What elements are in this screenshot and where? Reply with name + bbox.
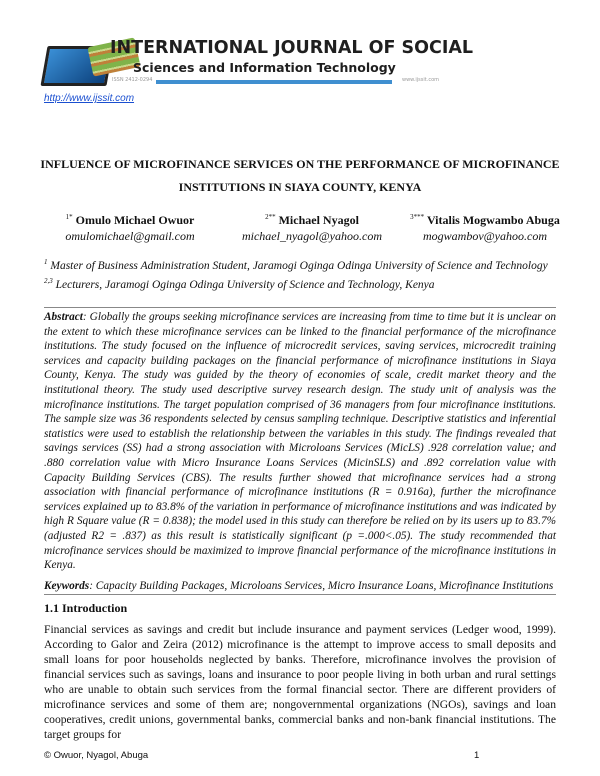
affiliation-1 bbox=[44, 255, 548, 274]
author-name: Michael Nyagol bbox=[278, 213, 359, 227]
logo-website: www.ijssit.com bbox=[402, 77, 440, 83]
abstract bbox=[44, 310, 556, 573]
footer-authors: © Owuor, Nyagol, Abuga bbox=[44, 749, 149, 761]
page-footer bbox=[44, 750, 556, 768]
keywords-label: Keywords bbox=[44, 579, 90, 592]
affiliation-sup: 2,3 bbox=[44, 276, 53, 285]
author-sup: 2** bbox=[265, 213, 276, 221]
journal-name-line1: INTERNATIONAL JOURNAL OF SOCIAL bbox=[110, 38, 474, 58]
affiliation-text: Lecturers, Jaramogi Oginga Odinga University of Science and Technology, Kenya bbox=[55, 278, 435, 291]
abstract-text: : Globally the groups seeking microfinance services are increasing from time to time but it is unclear on the extent to which these microfinance services can be linked to the financial performance of the microfinance institutions. The study focused on the influence of microcredit services, saving services, microcredit training services and capacity building packages on the financial performance of microfinance institutions in Siaya County, Kenya. The study was guided by the theory of economies of scale, credit market theory and the institutional theory. The study used descriptive survey research design. The study unit of analysis was the microfinance institutions. The target population comprised of 36 managers from four microfinance institutions. The sample size was 36 respondents selected by census sampling technique. Descriptive statistics and inferential statistics were used to establish the relationship between the variables in this study. The findings revealed that savings services (SS) had a strong association with Microloans Services (MicLS) .928 correlation value; and .880 correlation value with Micro Insurance Loans Services (MicinSLS) and .892 correlation value with Capacity Building Services (CBS). The results further showed that microfinance services had a strong association with financial performance of microfinance institutions (R = 0.916a), further the microfinance services explained up to 83.8% of the variation in performance of microfinance institutions and was indicated by high R Square value (R = 0.838); the model used in this study can therefore be relied on by its users up to 83.7% (adjusted R2 = .837) as this result is statistically significant (p =.000<.05). The study recommended that microfinance services should be maximized to improve financial performance of the microfinance institutions in Kenya. bbox=[44, 311, 556, 572]
affiliation-sup: 1 bbox=[44, 258, 48, 266]
paper-title: INFLUENCE OF MICROFINANCE SERVICES ON THE PERFORMANCE OF MICROFINANCE INSTITUTIONS IN SIAYA COUNTY, KENYA bbox=[40, 157, 560, 194]
divider bbox=[44, 307, 556, 308]
journal-logo bbox=[40, 38, 474, 88]
section-body: Financial services as savings and credit but include insurance and payment services (Ledger wood, 1999). According to Galor and Zeira (2012) microfinance is the attempt to improve access to small deposits and small loans for poor households neglected by banks. Therefore, microfinance involves the provision of financial services such as savings, loans and insurance to poor people living in both urban and rural settings who are unable to obtain such services from the formal financial sector. There are different providers of microfinance services and some of them are; nongovernmental organizations (NGOs), savings and loan cooperatives, credit unions, governmental banks, commercial banks and non-bank financial institutions. The target groups for bbox=[44, 622, 556, 741]
body-flow bbox=[44, 307, 556, 768]
affiliation-2 bbox=[44, 274, 548, 293]
issn: ISSN 2412-0294 bbox=[112, 77, 153, 83]
author-3 bbox=[380, 213, 590, 244]
journal-name-line2: Sciences and Information Technology bbox=[133, 60, 396, 75]
author-email: omulomichael@gmail.com bbox=[65, 229, 195, 243]
abstract-label: Abstract bbox=[44, 311, 83, 323]
author-email: michael_nyagol@yahoo.com bbox=[241, 229, 382, 243]
logo-bar bbox=[156, 80, 392, 84]
author-name: Omulo Michael Owuor bbox=[75, 213, 195, 227]
section-heading: 1.1 Introduction bbox=[44, 600, 128, 615]
keywords bbox=[44, 579, 556, 593]
keywords-text: : Capacity Building Packages, Microloans Services, Micro Insurance Loans, Microfinance Institutions bbox=[89, 579, 554, 592]
author-sup: 3*** bbox=[410, 213, 425, 221]
author-sup: 1* bbox=[65, 213, 73, 221]
affiliation-text: Master of Business Administration Student, Jaramogi Oginga Odinga University of Science and Technology bbox=[50, 259, 548, 272]
author-name: Vitalis Mogwambo Abuga bbox=[426, 213, 560, 227]
journal-url-link[interactable]: http://www.ijssit.com bbox=[44, 93, 135, 104]
author-email: mogwambov@yahoo.com bbox=[422, 229, 548, 243]
divider bbox=[44, 594, 556, 595]
page-number: 1 bbox=[474, 749, 480, 761]
author-1 bbox=[30, 213, 230, 244]
affiliations bbox=[44, 255, 548, 293]
